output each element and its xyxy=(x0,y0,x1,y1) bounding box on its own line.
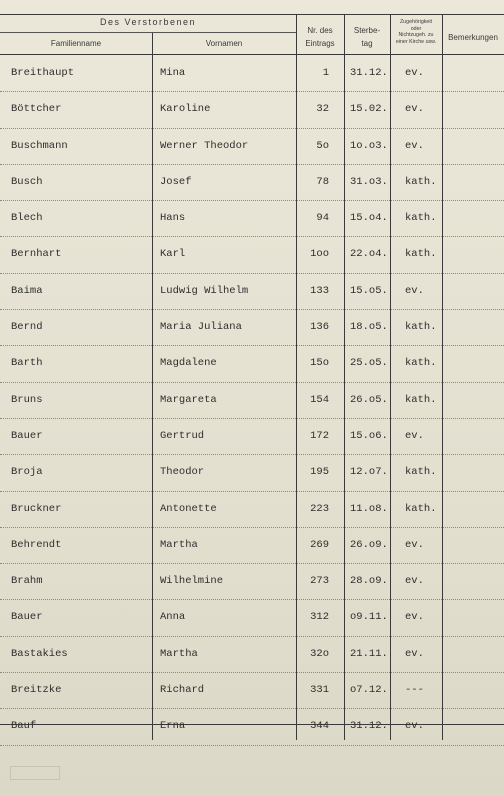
cell-konfession: kath. xyxy=(405,502,437,515)
cell-konfession: ev. xyxy=(405,67,424,79)
cell-nr: 344 xyxy=(310,720,329,733)
cell-nr: 273 xyxy=(310,575,329,588)
cell-vornamen: Hans xyxy=(160,212,186,225)
cell-familienname: Buschmann xyxy=(11,139,68,152)
cell-familienname: Brahm xyxy=(11,575,43,588)
cell-sterbetag: 15.o4. xyxy=(350,212,388,225)
table-row xyxy=(0,528,504,564)
cell-nr: 94 xyxy=(316,212,329,225)
cell-nr: 133 xyxy=(310,284,329,297)
cell-konfession: kath. xyxy=(405,321,437,334)
top-rule xyxy=(0,14,504,15)
cell-konfession: --- xyxy=(405,684,424,697)
cell-vornamen: Erna xyxy=(160,720,186,733)
cell-familienname: Blech xyxy=(11,212,43,225)
cell-sterbetag: 18.o5. xyxy=(350,321,388,334)
header-nr-des-eintrags: Nr. des Eintrags xyxy=(305,26,335,48)
table-row xyxy=(0,201,504,237)
cell-familienname: Bernd xyxy=(11,321,43,334)
cell-nr: 154 xyxy=(310,393,329,406)
cell-familienname: Breitzke xyxy=(11,684,62,697)
cell-familienname: Bastakies xyxy=(11,647,68,660)
cell-vornamen: Richard xyxy=(160,684,205,697)
cell-sterbetag: 12.o7. xyxy=(350,466,388,479)
cell-sterbetag: 25.o5. xyxy=(350,357,388,370)
cell-sterbetag: o7.12. xyxy=(350,684,388,697)
cell-sterbetag: 15.02. xyxy=(350,103,388,116)
cell-nr: 195 xyxy=(310,466,329,479)
table-row xyxy=(0,673,504,709)
table-row xyxy=(0,274,504,310)
cell-vornamen: Josef xyxy=(160,175,192,188)
cell-konfession: kath. xyxy=(405,175,437,188)
table-row xyxy=(0,383,504,419)
table-row xyxy=(0,455,504,491)
cell-familienname: Baima xyxy=(11,284,43,297)
header-familienname: Familienname xyxy=(50,39,102,48)
cell-nr: 223 xyxy=(310,502,329,515)
cell-vornamen: Werner Theodor xyxy=(160,139,249,152)
cell-vornamen: Martha xyxy=(160,647,198,660)
cell-vornamen: Anna xyxy=(160,611,186,624)
cell-familienname: Bruns xyxy=(11,393,43,406)
cell-familienname: Bauf xyxy=(11,720,37,733)
cell-vornamen: Gertrud xyxy=(160,429,205,442)
cell-familienname: Broja xyxy=(11,466,43,479)
table-row xyxy=(0,237,504,273)
cell-vornamen: Martha xyxy=(160,538,198,551)
cell-vornamen: Mina xyxy=(160,67,186,79)
cell-vornamen: Magdalene xyxy=(160,357,217,370)
cell-vornamen: Margareta xyxy=(160,393,217,406)
cell-konfession: ev. xyxy=(405,611,424,624)
cell-familienname: Busch xyxy=(11,175,43,188)
cell-sterbetag: 22.o4. xyxy=(350,248,388,261)
cell-konfession: kath. xyxy=(405,212,437,225)
cell-familienname: Bruckner xyxy=(11,502,62,515)
cell-nr: 5o xyxy=(316,139,329,152)
cell-konfession: ev. xyxy=(405,139,424,152)
header-zugehoerigkeit: Zugehörigkeit oder Nichtzugeh. zu einer Kirche usw. xyxy=(395,19,437,45)
table-row xyxy=(0,129,504,165)
cell-nr: 331 xyxy=(310,684,329,697)
cell-vornamen: Theodor xyxy=(160,466,205,479)
table-row xyxy=(0,310,504,346)
cell-nr: 78 xyxy=(316,175,329,188)
table-row xyxy=(0,637,504,673)
cell-konfession: ev. xyxy=(405,575,424,588)
cell-konfession: ev. xyxy=(405,429,424,442)
table-row xyxy=(0,419,504,455)
cell-konfession: ev. xyxy=(405,720,424,733)
cell-konfession: kath. xyxy=(405,248,437,261)
cell-nr: 1 xyxy=(322,67,329,79)
cell-sterbetag: 1o.o3. xyxy=(350,139,388,152)
cell-familienname: Bauer xyxy=(11,429,43,442)
cell-sterbetag: o9.11. xyxy=(350,611,388,624)
header-vornamen: Vornamen xyxy=(205,39,243,48)
table-row xyxy=(0,346,504,382)
cell-konfession: kath. xyxy=(405,357,437,370)
cell-familienname: Breithaupt xyxy=(11,67,75,79)
cell-konfession: kath. xyxy=(405,393,437,406)
cell-vornamen: Maria Juliana xyxy=(160,321,242,334)
table-row xyxy=(0,165,504,201)
cell-konfession: kath. xyxy=(405,466,437,479)
cell-familienname: Barth xyxy=(11,357,43,370)
cell-sterbetag: 31.12. xyxy=(350,67,388,79)
cell-vornamen: Wilhelmine xyxy=(160,575,224,588)
cell-sterbetag: 26.o5. xyxy=(350,393,388,406)
table-header xyxy=(0,0,504,56)
cell-vornamen: Ludwig Wilhelm xyxy=(160,284,249,297)
cell-nr: 15o xyxy=(310,357,329,370)
table-row xyxy=(0,564,504,600)
cell-sterbetag: 31.12. xyxy=(350,720,388,733)
cell-nr: 172 xyxy=(310,429,329,442)
cell-sterbetag: 15.o5. xyxy=(350,284,388,297)
cell-nr: 136 xyxy=(310,321,329,334)
cell-sterbetag: 31.o3. xyxy=(350,175,388,188)
cell-nr: 312 xyxy=(310,611,329,624)
cell-konfession: ev. xyxy=(405,538,424,551)
cell-familienname: Böttcher xyxy=(11,103,62,116)
cell-familienname: Bauer xyxy=(11,611,43,624)
cell-vornamen: Karoline xyxy=(160,103,211,116)
header-group-title: Des Verstorbenen xyxy=(99,17,197,27)
cell-sterbetag: 26.o9. xyxy=(350,538,388,551)
table-body xyxy=(0,56,504,746)
cell-sterbetag: 21.11. xyxy=(350,647,388,660)
cell-sterbetag: 11.o8. xyxy=(350,502,388,515)
cell-familienname: Bernhart xyxy=(11,248,62,261)
cell-konfession: ev. xyxy=(405,647,424,660)
cell-sterbetag: 28.o9. xyxy=(350,575,388,588)
cell-nr: 1oo xyxy=(310,248,329,261)
cell-vornamen: Antonette xyxy=(160,502,217,515)
cell-konfession: ev. xyxy=(405,103,424,116)
table-row xyxy=(0,709,504,745)
cell-familienname: Behrendt xyxy=(11,538,62,551)
cell-vornamen: Karl xyxy=(160,248,186,261)
cell-nr: 269 xyxy=(310,538,329,551)
header-sub-rule xyxy=(0,32,296,33)
table-row xyxy=(0,492,504,528)
cell-sterbetag: 15.o6. xyxy=(350,429,388,442)
cell-nr: 32 xyxy=(316,103,329,116)
table-row xyxy=(0,600,504,636)
table-row xyxy=(0,56,504,92)
cell-konfession: ev. xyxy=(405,284,424,297)
header-bemerkungen: Bemerkungen xyxy=(448,33,498,42)
faint-stamp-mark xyxy=(10,766,60,780)
table-row xyxy=(0,92,504,128)
cell-nr: 32o xyxy=(310,647,329,660)
header-sterbetag: Sterbe- tag xyxy=(353,26,381,48)
